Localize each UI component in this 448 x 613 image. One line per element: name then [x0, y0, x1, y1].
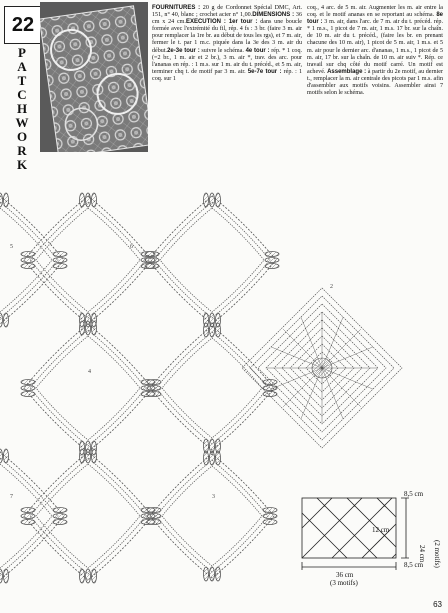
motif-number-label: 5: [10, 244, 13, 250]
instruction-heading: 5e-7e tour :: [247, 68, 282, 75]
doily-photo: [40, 2, 148, 152]
instruction-text: rép. * 1 coq. (=2 br., 1 m. air et 2 br.), 3 m. air *, trav. des arc. pour l'ananas en rép. : 1 m.s. sur 1 m. air du t. précéd., et 5 m. air, terminer chq t. de motif par 3 m. air.: [152, 47, 303, 75]
vertical-title: [12, 46, 32, 172]
motif-number-label: 1: [88, 194, 91, 200]
crochet-diagram: [0, 168, 448, 613]
photo-illustration: [40, 2, 148, 152]
instruction-text: rép. : 1 coq. sur 1: [152, 68, 302, 82]
instruction-text: 3 m. air, dans l'arc. de 7 m. air du t. précéd. rép. * 1 m.s., 1 picot de 7 m. air, 1 m.s. 17 br. sur la chaîn. de 10 m. air du t. précéd., (faire les br. en prenant chacune des 10 m. air), 1 picot de 5 m. air, 1 m.s. et 5 m. air pour le dernier arc. d'ananas, 1 m.s., 1 picot de 5 m. air, 17 br. sur la chaîn. de 10 m. air suiv *. Rép. ce travail sur chq côté du motif carré. Un motif est achevé.: [307, 19, 443, 75]
instruction-heading: DIMENSIONS :: [252, 12, 295, 19]
pineapple-square-motif: [242, 288, 402, 448]
schema-dim-mid: 12 cm: [372, 526, 390, 534]
instruction-text: coq., 4 arc. de 5 m. air. Augmenter les m. air entre la coq. et le motif ananas en se reportant au schéma.: [307, 5, 443, 19]
instruction-text: 20 g de Cordonnet Spécial DMC, Art. 151, n° 40, blanc ; crochet acier n° 1,00.: [152, 5, 303, 19]
lace-motif: [21, 193, 155, 327]
title-letter: P: [18, 45, 26, 60]
instruction-heading: Assemblage :: [327, 68, 367, 75]
pattern-number-box: [4, 6, 42, 44]
title-letter: T: [17, 73, 27, 88]
schema-dim-top: 8,5 cm: [404, 490, 424, 498]
instruction-heading: FOURNITURES :: [152, 5, 201, 11]
title-letter: H: [16, 101, 28, 116]
schema-dim-width-sub: (3 motifs): [330, 579, 358, 587]
instruction-heading: 4e tour :: [245, 47, 270, 54]
schema-dim-width: 36 cm: [336, 571, 354, 579]
schema-dim-height-sub: (2 motifs): [433, 540, 441, 568]
instruction-text: suivre le schéma.: [199, 47, 246, 54]
instruction-text: à partir du 2e motif, au dernier t., remplacer la m. air centrale des picots par 1 m.s. afin d'assembler aux motifs voisins. Assembler ainsi 7 motifs selon le schéma.: [307, 68, 443, 97]
lace-motif: [21, 449, 155, 583]
title-letter: R: [17, 143, 27, 158]
lace-motif: [147, 323, 277, 453]
lace-motif: [147, 451, 277, 581]
title-letter: A: [17, 59, 27, 74]
schema-dim-bottom: 8,5 cm: [404, 561, 424, 569]
instruction-heading: 2e-3e tour :: [167, 47, 200, 54]
title-letter: C: [17, 87, 27, 102]
instruction-text: dans une boucle formée avec l'extrémité du fil, rép. 4 fs : 3 br. (faire 3 m. air pour remplacer la 1re br. au début de tous les rgs), et 7 m. air, fermer le t. par 1 m.c. piquée dans la 3e des 3 m. air du début.: [152, 19, 302, 54]
title-letter: K: [16, 157, 28, 172]
lace-motif: [145, 193, 279, 327]
motif-number-label: 2: [330, 284, 333, 290]
pattern-number: 22: [11, 13, 35, 36]
motif-number-label: 6: [130, 244, 133, 250]
motif-number-label: 3: [212, 494, 215, 500]
instruction-text: 36 cm x 24 cm.: [152, 12, 302, 26]
lace-motif: [21, 321, 155, 455]
instruction-heading: EXECUTION : 1er tour :: [185, 19, 258, 26]
title-letter: W: [15, 115, 29, 130]
page-number: 63: [433, 600, 442, 609]
instructions-column-2: [307, 5, 443, 97]
instructions-column-1: [152, 5, 302, 83]
schema-dim-height: 24 cm: [418, 545, 426, 563]
motif-number-label: 4: [88, 369, 91, 375]
title-letter: O: [16, 129, 28, 144]
motif-number-label: 7: [10, 494, 13, 500]
instruction-heading: 8e tour :: [307, 12, 443, 26]
